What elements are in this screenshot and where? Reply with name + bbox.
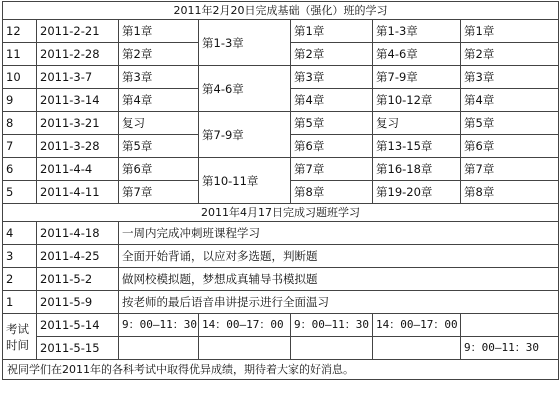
chapter-cell: 第7章 <box>119 181 199 204</box>
exam-label: 考试时间 <box>3 314 37 360</box>
row-date: 2011-4-11 <box>37 181 119 204</box>
row-date: 2011-4-25 <box>37 245 119 268</box>
chapter-cell: 复习 <box>373 112 461 135</box>
table-row <box>3 245 559 268</box>
exam-date: 2011-5-15 <box>37 337 119 360</box>
task-cell: 按老师的最后语音串讲提示进行全面温习 <box>119 291 559 314</box>
chapter-cell: 第6章 <box>119 158 199 181</box>
row-date: 2011-4-18 <box>37 222 119 245</box>
exam-time: 14：00—17：00 <box>199 314 291 337</box>
chapter-cell: 第5章 <box>119 135 199 158</box>
exam-row <box>3 337 559 360</box>
exam-time <box>373 337 461 360</box>
chapter-cell: 第1章 <box>291 20 373 43</box>
chapter-cell: 第16-18章 <box>373 158 461 181</box>
chapter-cell: 第7章 <box>291 158 373 181</box>
chapter-span-cell: 第4-6章 <box>199 66 291 112</box>
chapter-span-cell: 第10-11章 <box>199 158 291 204</box>
row-date: 2011-2-21 <box>37 20 119 43</box>
chapter-cell: 第7章 <box>461 158 559 181</box>
chapter-cell: 第4章 <box>119 89 199 112</box>
row-date: 2011-5-2 <box>37 268 119 291</box>
chapter-cell: 第5章 <box>461 112 559 135</box>
chapter-cell: 第8章 <box>461 181 559 204</box>
chapter-cell: 第2章 <box>461 43 559 66</box>
row-number: 8 <box>3 112 37 135</box>
chapter-span-cell: 第7-9章 <box>199 112 291 158</box>
schedule-table <box>2 1 559 380</box>
task-cell: 做网校模拟题，梦想成真辅导书模拟题 <box>119 268 559 291</box>
chapter-cell: 第3章 <box>119 66 199 89</box>
chapter-cell: 复习 <box>119 112 199 135</box>
table-row <box>3 66 559 89</box>
row-number: 9 <box>3 89 37 112</box>
chapter-cell: 第3章 <box>291 66 373 89</box>
chapter-cell: 第13-15章 <box>373 135 461 158</box>
chapter-cell: 第5章 <box>291 112 373 135</box>
study-schedule <box>2 1 558 380</box>
row-number: 4 <box>3 222 37 245</box>
table-row <box>3 112 559 135</box>
row-number: 3 <box>3 245 37 268</box>
exam-time: 9：00—11：30 <box>291 314 373 337</box>
chapter-cell: 第7-9章 <box>373 66 461 89</box>
chapter-cell: 第3章 <box>461 66 559 89</box>
row-number: 1 <box>3 291 37 314</box>
row-date: 2011-3-21 <box>37 112 119 135</box>
exam-time: 9：00—11：30 <box>461 337 559 360</box>
exam-time: 14：00—17：00 <box>373 314 461 337</box>
table-row <box>3 268 559 291</box>
row-number: 12 <box>3 20 37 43</box>
section1-heading: 2011年2月20日完成基础（强化）班的学习 <box>3 2 559 20</box>
chapter-cell: 第2章 <box>291 43 373 66</box>
row-number: 2 <box>3 268 37 291</box>
row-number: 11 <box>3 43 37 66</box>
table-row <box>3 20 559 43</box>
chapter-cell: 第4章 <box>461 89 559 112</box>
exam-row <box>3 314 559 337</box>
chapter-cell: 第1章 <box>461 20 559 43</box>
chapter-cell: 第10-12章 <box>373 89 461 112</box>
exam-time <box>291 337 373 360</box>
row-number: 5 <box>3 181 37 204</box>
exam-time <box>199 337 291 360</box>
row-date: 2011-3-14 <box>37 89 119 112</box>
exam-date: 2011-5-14 <box>37 314 119 337</box>
chapter-span-cell: 第1-3章 <box>199 20 291 66</box>
chapter-cell: 第8章 <box>291 181 373 204</box>
section2-heading: 2011年4月17日完成习题班学习 <box>3 204 559 222</box>
row-number: 7 <box>3 135 37 158</box>
chapter-cell: 第2章 <box>119 43 199 66</box>
chapter-cell: 第4章 <box>291 89 373 112</box>
table-row <box>3 222 559 245</box>
row-date: 2011-2-28 <box>37 43 119 66</box>
chapter-cell: 第4-6章 <box>373 43 461 66</box>
exam-time: 9：00—11：30 <box>119 314 199 337</box>
table-row <box>3 291 559 314</box>
chapter-cell: 第1章 <box>119 20 199 43</box>
row-date: 2011-5-9 <box>37 291 119 314</box>
chapter-cell: 第1-3章 <box>373 20 461 43</box>
table-row <box>3 158 559 181</box>
task-cell: 全面开始背诵，以应对多选题，判断题 <box>119 245 559 268</box>
row-date: 2011-4-4 <box>37 158 119 181</box>
row-date: 2011-3-7 <box>37 66 119 89</box>
task-cell: 一周内完成冲刺班课程学习 <box>119 222 559 245</box>
chapter-cell: 第19-20章 <box>373 181 461 204</box>
exam-time <box>461 314 559 337</box>
row-number: 6 <box>3 158 37 181</box>
row-number: 10 <box>3 66 37 89</box>
footer-note: 祝同学们在2011年的各科考试中取得优异成绩，期待着大家的好消息。 <box>3 360 559 380</box>
chapter-cell: 第6章 <box>461 135 559 158</box>
chapter-cell: 第6章 <box>291 135 373 158</box>
row-date: 2011-3-28 <box>37 135 119 158</box>
exam-time <box>119 337 199 360</box>
